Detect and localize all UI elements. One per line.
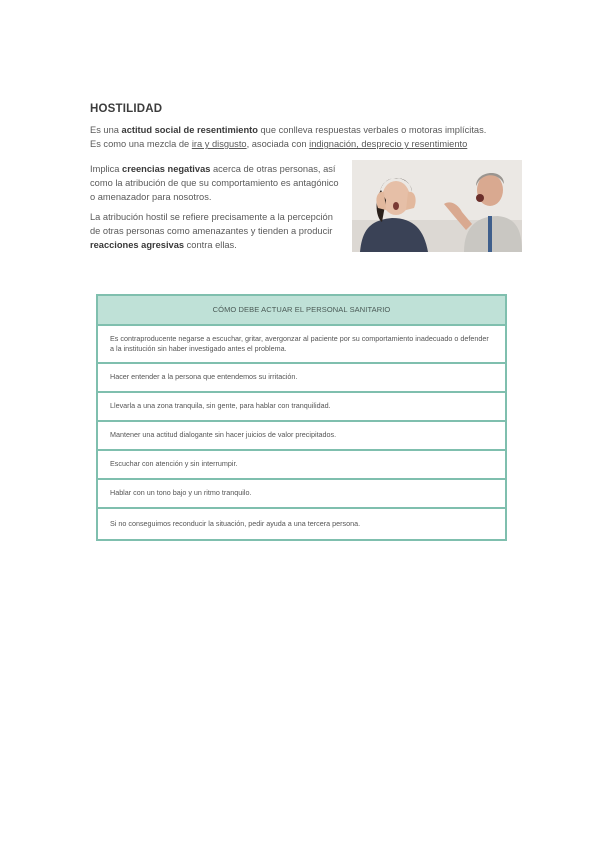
table-cell: Hablar con un tono bajo y un ritmo tranquilo. (110, 488, 252, 498)
paragraph-attribution (90, 210, 342, 252)
intro-paragraph (90, 123, 520, 151)
intro-text: , asociada con (246, 139, 310, 149)
table-row (98, 364, 505, 393)
description-block (90, 162, 342, 258)
two-people-arguing-photo (352, 160, 522, 252)
table-row (98, 451, 505, 480)
staff-actions-table (96, 294, 507, 541)
table-cell: Escuchar con atención y sin interrumpir. (110, 459, 238, 469)
photo-illustration (352, 160, 522, 252)
paragraph-text: Implica (90, 164, 123, 174)
paragraph-text: acerca de otras personas, así como la atribución de que su comportamiento es antagónico o amenazador para nosotros. (90, 164, 339, 202)
intro-bold-text: actitud social de resentimiento (121, 125, 258, 135)
table-cell: Si no conseguimos reconducir la situación, pedir ayuda a una tercera persona. (110, 518, 361, 528)
table-cell: Hacer entender a la persona que entendemos su irritación. (110, 372, 298, 382)
table-row (98, 509, 505, 539)
table-cell: Es contraproducente negarse a escuchar, gritar, avergonzar al paciente por su comportamiento inadecuado o defender a la institución sin haber investigado antes el problema. (110, 333, 489, 353)
table-row (98, 326, 505, 364)
intro-text: Es como una mezcla de (90, 139, 192, 149)
table-row (98, 480, 505, 509)
intro-underlined-text: indignación, desprecio y resentimiento (309, 139, 468, 149)
table-cell: Mantener una actitud dialogante sin hacer juicios de valor precipitados. (110, 430, 337, 440)
table-header: CÓMO DEBE ACTUAR EL PERSONAL SANITARIO (98, 296, 505, 326)
intro-text: Es una (90, 125, 122, 135)
paragraph-text: contra ellas. (184, 240, 237, 250)
paragraph-beliefs (90, 162, 342, 204)
page-title: HOSTILIDAD (90, 103, 163, 115)
table-cell: Llevarla a una zona tranquila, sin gente, para hablar con tranquilidad. (110, 401, 331, 411)
intro-underlined-text: ira y disgusto (191, 139, 247, 149)
table-row (98, 393, 505, 422)
intro-text: que conlleva respuestas verbales o motoras implícitas. (257, 125, 487, 135)
paragraph-text: La atribución hostil se refiere precisamente a la percepción de otras personas como amenazantes y tienden a producir (90, 212, 333, 236)
paragraph-bold-text: reacciones agresivas (90, 240, 185, 250)
paragraph-bold-text: creencias negativas (122, 164, 211, 174)
table-row (98, 422, 505, 451)
